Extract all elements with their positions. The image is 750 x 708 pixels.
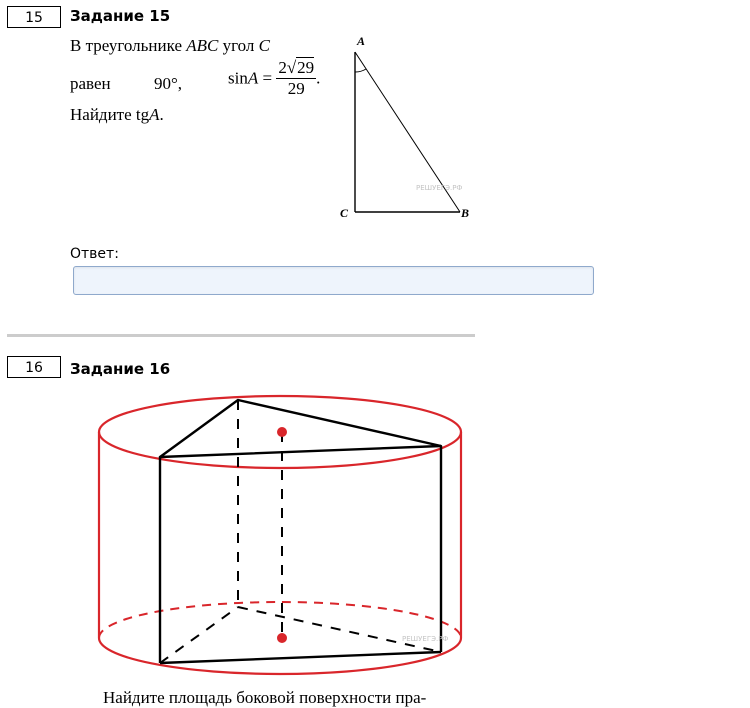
prism-hidden-edge <box>160 607 238 663</box>
task-title-15: Задание 15 <box>70 7 171 25</box>
angle-name: C <box>258 36 271 55</box>
triangle-name: ABC <box>186 36 219 55</box>
equals-sign: = <box>258 68 277 88</box>
tg-label: tg <box>135 105 150 124</box>
fraction-denominator: 29 <box>287 79 305 98</box>
task15-sin-expression <box>228 58 320 99</box>
tg-variable: A <box>149 105 160 124</box>
text-fragment: Найдите <box>70 105 136 124</box>
task-number-15: 15 <box>7 6 61 28</box>
sentence-end: . <box>316 68 321 88</box>
text-fragment: В треугольнике <box>70 36 187 55</box>
fraction-numerator: 2√29 <box>278 58 315 77</box>
task15-line2-value: 90°, <box>154 74 183 93</box>
task15-line1 <box>70 36 270 56</box>
answer-label: Ответ: <box>70 246 119 262</box>
task-number-16: 16 <box>7 356 61 378</box>
prism-bottom-front-edge <box>160 652 441 663</box>
task15-line2-word: равен <box>70 74 111 93</box>
task16-text: Найдите площадь боковой поверхности пра- <box>103 688 427 707</box>
watermark: РЕШУЕГЭ.РФ <box>416 184 463 192</box>
cylinder-prism-figure <box>90 390 470 690</box>
sin-fraction <box>276 58 316 99</box>
sin-variable: A <box>247 68 259 88</box>
section-divider <box>7 334 475 337</box>
sentence-end: . <box>159 105 164 124</box>
task-title-16: Задание 16 <box>70 360 171 378</box>
triangle-figure <box>340 32 470 222</box>
text-fragment: угол <box>218 36 259 55</box>
vertex-label-b: B <box>461 206 470 220</box>
cylinder-bottom-back <box>99 602 461 638</box>
answer-input[interactable] <box>73 266 594 295</box>
angle-arc <box>355 69 366 72</box>
numerator-root: 29 <box>297 58 315 77</box>
bottom-center-point <box>277 633 287 643</box>
prism-top-face <box>160 400 441 457</box>
vertex-label-c: C <box>340 206 349 220</box>
watermark: РЕШУЕГЭ.РФ <box>402 635 449 643</box>
top-center-point <box>277 427 287 437</box>
vertex-label-a: A <box>357 34 366 48</box>
task15-line3 <box>70 105 164 125</box>
sin-label: sin <box>228 68 248 88</box>
numerator-coefficient: 2 <box>278 58 287 77</box>
